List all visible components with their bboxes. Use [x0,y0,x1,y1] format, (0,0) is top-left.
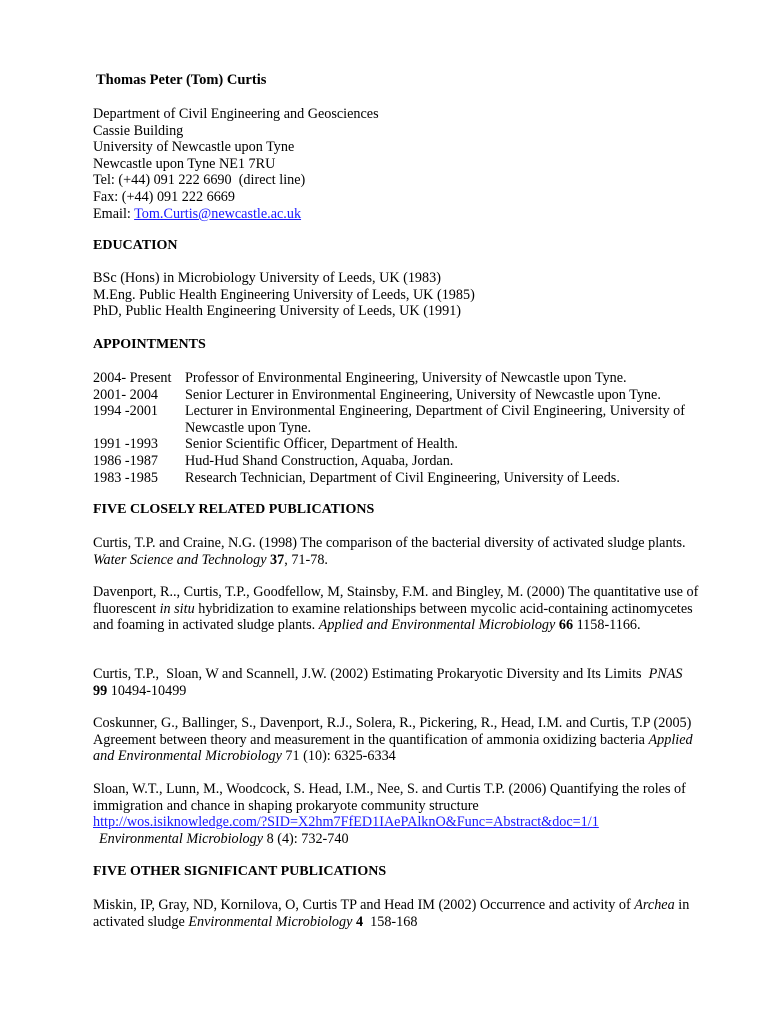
publication-journal: Environmental Microbiology [188,913,353,930]
telephone: Tel: (+44) 091 222 6690 (direct line) [93,172,306,189]
publication-url-link[interactable]: http://wos.isiknowledge.com/?SID=X2hm7FfED1IAePAlknO&Func=Abstract&doc=1/1 [93,814,599,831]
email-link[interactable]: Tom.Curtis@newcastle.ac.uk [134,205,302,222]
publication-text [93,666,699,699]
publication-journal: Water Science and Technology [93,551,267,568]
education-item: PhD, Public Health Engineering University of Leeds, UK (1991) [93,303,462,320]
appointment-desc: Senior Lecturer in Environmental Engineering, University of Newcastle upon Tyne. [185,386,661,403]
publication-journal: PNAS [648,666,683,682]
publication-citation: Sloan, W.T., Lunn, M., Woodcock, S. Head, I.M., Nee, S. and Curtis T.P. (2006) Quantifying the roles of immigration and chance in shaping prokaryote community structure [93,781,686,814]
publication-italic-term: Archea [634,897,675,913]
appointment-years: 2004- Present [93,370,172,386]
appointment-desc: Hud-Hud Shand Construction, Aquaba, Jordan. [185,452,454,469]
publication-citation: Curtis, T.P. and Craine, N.G. (1998) The comparison of the bacterial diversity of activated sludge plants. [93,535,686,551]
publication-pages: 10494-10499 [107,682,187,699]
publication-entry [93,897,699,930]
publication-citation: Coskunner, G., Ballinger, S., Davenport, R.J., Solera, R., Pickering, R., Head, I.M. and Curtis, T.P (2005) Agreement between theory and measurement in the quantification of ammonia oxidizing bacteria [93,715,692,748]
email-line [93,206,703,223]
fax: Fax: (+44) 091 222 6669 [93,188,235,205]
publication-text [93,715,699,765]
building: Cassie Building [93,122,184,139]
publication-volume: 99 [93,682,108,699]
appointment-years: 1991 -1993 [93,436,159,453]
appointment-desc: Professor of Environmental Engineering, University of Newcastle upon Tyne. [185,370,627,386]
publication-journal: Environmental Microbiology [99,830,264,847]
publication-volume: 37 [270,551,285,568]
publication-pages: 8 (4): 732-740 [263,830,349,847]
publication-entry [93,535,699,568]
appointment-years: 2001- 2004 [93,386,159,403]
publication-volume: 66 [558,617,574,634]
university: University of Newcastle upon Tyne [93,139,295,156]
publication-journal: Applied and Environmental Microbiology [318,617,556,634]
appointment-row [93,436,693,453]
publication-volume: 4 [355,913,364,930]
publication-citation: Miskin, IP, Gray, ND, Kornilova, O, Curtis TP and Head IM (2002) Occurrence and activity of [93,897,635,913]
publication-pages: 1158-1166. [573,617,641,634]
department: Department of Civil Engineering and Geosciences [93,106,379,122]
publication-text [93,897,699,930]
other-publications-heading: FIVE OTHER SIGNIFICANT PUBLICATIONS [93,864,387,879]
publication-pages: , 71-78. [284,551,328,568]
appointment-row [93,387,693,404]
publication-text [93,584,699,634]
appointment-desc: Senior Scientific Officer, Department of Health. [185,436,458,453]
publication-pages: 71 (10): 6325-6334 [281,748,396,765]
city-postcode: Newcastle upon Tyne NE1 7RU [93,155,276,172]
appointments-heading: APPOINTMENTS [93,337,206,352]
publication-entry [93,666,699,699]
contact-block [93,106,703,222]
related-publications-heading: FIVE CLOSELY RELATED PUBLICATIONS [93,502,375,517]
publication-italic-term: in situ [159,600,195,617]
appointment-desc: Lecturer in Environmental Engineering, Department of Civil Engineering, University of Newcastle upon Tyne. [185,403,685,436]
email-label: Email: [93,205,135,222]
person-name: Thomas Peter (Tom) Curtis [96,72,267,88]
appointment-desc: Research Technician, Department of Civil Engineering, University of Leeds. [185,469,620,486]
publication-citation-cont: in activated sludge [93,897,690,930]
education-heading: EDUCATION [93,238,178,253]
appointment-row [93,403,693,436]
education-list [93,270,703,320]
publication-pages: 158-168 [363,913,418,930]
publication-entry [93,715,699,765]
appointments-list [93,370,693,486]
appointment-years: 1983 -1985 [93,469,159,486]
appointment-years: 1994 -2001 [93,403,159,420]
education-item: BSc (Hons) in Microbiology University of Leeds, UK (1983) [93,270,441,286]
publication-entry [93,781,699,847]
publication-entry [93,584,699,634]
publication-citation: Davenport, R.., Curtis, T.P., Goodfellow, M, Stainsby, F.M. and Bingley, M. (2000) The quantitative use of fluorescent [93,584,699,617]
publication-text [93,781,699,847]
appointment-row [93,453,693,470]
appointment-row [93,470,693,487]
publication-journal: Applied and Environmental Microbiology [93,731,693,765]
publication-journal-line [93,831,349,847]
appointment-years: 1986 -1987 [93,452,159,469]
appointment-row [93,370,693,387]
publication-citation: Curtis, T.P., Sloan, W and Scannell, J.W. (2002) Estimating Prokaryotic Diversity and Its Limits [93,666,649,682]
publication-citation-cont: hybridization to examine relationships between mycolic acid-containing actinomycetes and foaming in activated sludge plants. [93,600,693,634]
education-item: M.Eng. Public Health Engineering University of Leeds, UK (1985) [93,286,475,303]
publication-text [93,535,699,568]
